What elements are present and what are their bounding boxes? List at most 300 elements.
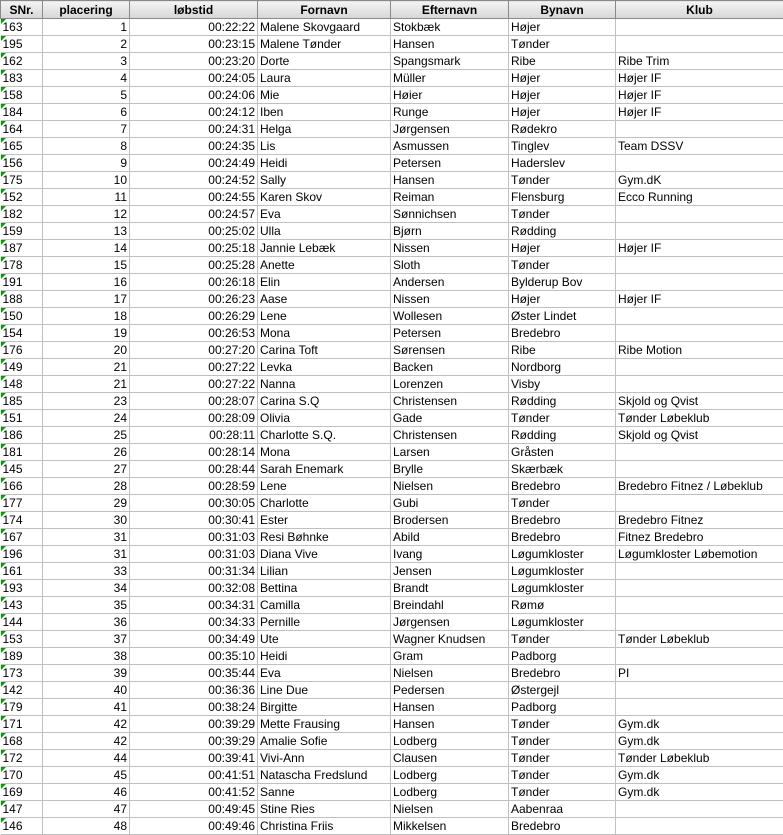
- klub-cell[interactable]: Tønder Løbeklub: [616, 410, 783, 427]
- fornavn-cell[interactable]: Heidi: [258, 155, 391, 172]
- efternavn-cell[interactable]: Spangsmark: [391, 53, 509, 70]
- fornavn-cell[interactable]: Laura: [258, 70, 391, 87]
- snr-cell[interactable]: [1, 614, 43, 631]
- fornavn-cell[interactable]: Ulla: [258, 223, 391, 240]
- klub-cell[interactable]: Bredebro Fitnez: [616, 512, 783, 529]
- efternavn-cell[interactable]: Lodberg: [391, 784, 509, 801]
- fornavn-cell[interactable]: Iben: [258, 104, 391, 121]
- klub-cell[interactable]: [616, 325, 783, 342]
- efternavn-cell[interactable]: Høier: [391, 87, 509, 104]
- lobstid-cell[interactable]: 00:26:53: [130, 325, 258, 342]
- snr-cell[interactable]: [1, 563, 43, 580]
- klub-cell[interactable]: Ribe Motion: [616, 342, 783, 359]
- placering-cell[interactable]: 40: [43, 682, 130, 699]
- placering-cell[interactable]: 13: [43, 223, 130, 240]
- snr-cell[interactable]: [1, 784, 43, 801]
- bynavn-cell[interactable]: Højer: [509, 240, 616, 257]
- snr-cell[interactable]: [1, 138, 43, 155]
- bynavn-cell[interactable]: Tinglev: [509, 138, 616, 155]
- efternavn-cell[interactable]: Breindahl: [391, 597, 509, 614]
- snr-cell[interactable]: [1, 631, 43, 648]
- lobstid-cell[interactable]: 00:34:31: [130, 597, 258, 614]
- klub-cell[interactable]: Fitnez Bredebro: [616, 529, 783, 546]
- lobstid-cell[interactable]: 00:28:07: [130, 393, 258, 410]
- efternavn-cell[interactable]: Nielsen: [391, 478, 509, 495]
- placering-cell[interactable]: 31: [43, 546, 130, 563]
- placering-cell[interactable]: 47: [43, 801, 130, 818]
- column-header-placering[interactable]: placering: [43, 1, 130, 19]
- placering-cell[interactable]: 17: [43, 291, 130, 308]
- klub-cell[interactable]: Gym.dk: [616, 767, 783, 784]
- placering-cell[interactable]: 36: [43, 614, 130, 631]
- klub-cell[interactable]: [616, 257, 783, 274]
- bynavn-cell[interactable]: Ribe: [509, 342, 616, 359]
- bynavn-cell[interactable]: Rødding: [509, 223, 616, 240]
- lobstid-cell[interactable]: 00:31:03: [130, 529, 258, 546]
- lobstid-cell[interactable]: 00:25:18: [130, 240, 258, 257]
- placering-cell[interactable]: 19: [43, 325, 130, 342]
- lobstid-cell[interactable]: 00:24:05: [130, 70, 258, 87]
- efternavn-cell[interactable]: Hansen: [391, 716, 509, 733]
- klub-cell[interactable]: Løgumkloster Løbemotion: [616, 546, 783, 563]
- fornavn-cell[interactable]: Mie: [258, 87, 391, 104]
- placering-cell[interactable]: 30: [43, 512, 130, 529]
- snr-cell[interactable]: [1, 699, 43, 716]
- placering-cell[interactable]: 9: [43, 155, 130, 172]
- lobstid-cell[interactable]: 00:27:22: [130, 359, 258, 376]
- fornavn-cell[interactable]: Diana Vive: [258, 546, 391, 563]
- placering-cell[interactable]: 27: [43, 461, 130, 478]
- placering-cell[interactable]: 46: [43, 784, 130, 801]
- efternavn-cell[interactable]: Clausen: [391, 750, 509, 767]
- bynavn-cell[interactable]: Skærbæk: [509, 461, 616, 478]
- klub-cell[interactable]: [616, 699, 783, 716]
- bynavn-cell[interactable]: Bylderup Bov: [509, 274, 616, 291]
- placering-cell[interactable]: 20: [43, 342, 130, 359]
- lobstid-cell[interactable]: 00:28:14: [130, 444, 258, 461]
- snr-cell[interactable]: [1, 104, 43, 121]
- klub-cell[interactable]: Højer IF: [616, 87, 783, 104]
- efternavn-cell[interactable]: Hansen: [391, 172, 509, 189]
- lobstid-cell[interactable]: 00:22:22: [130, 19, 258, 36]
- fornavn-cell[interactable]: Lilian: [258, 563, 391, 580]
- placering-cell[interactable]: 23: [43, 393, 130, 410]
- snr-cell[interactable]: [1, 597, 43, 614]
- snr-cell[interactable]: [1, 172, 43, 189]
- efternavn-cell[interactable]: Wagner Knudsen: [391, 631, 509, 648]
- klub-cell[interactable]: Gym.dk: [616, 733, 783, 750]
- bynavn-cell[interactable]: Bredebro: [509, 529, 616, 546]
- fornavn-cell[interactable]: Ester: [258, 512, 391, 529]
- lobstid-cell[interactable]: 00:39:29: [130, 733, 258, 750]
- efternavn-cell[interactable]: Mikkelsen: [391, 818, 509, 835]
- snr-cell[interactable]: [1, 682, 43, 699]
- snr-cell[interactable]: [1, 36, 43, 53]
- efternavn-cell[interactable]: Nielsen: [391, 801, 509, 818]
- klub-cell[interactable]: [616, 495, 783, 512]
- fornavn-cell[interactable]: Nanna: [258, 376, 391, 393]
- placering-cell[interactable]: 39: [43, 665, 130, 682]
- bynavn-cell[interactable]: Tønder: [509, 172, 616, 189]
- efternavn-cell[interactable]: Gade: [391, 410, 509, 427]
- efternavn-cell[interactable]: Lorenzen: [391, 376, 509, 393]
- efternavn-cell[interactable]: Lodberg: [391, 767, 509, 784]
- fornavn-cell[interactable]: Anette: [258, 257, 391, 274]
- snr-cell[interactable]: [1, 189, 43, 206]
- bynavn-cell[interactable]: Tønder: [509, 716, 616, 733]
- snr-cell[interactable]: [1, 240, 43, 257]
- snr-cell[interactable]: [1, 376, 43, 393]
- snr-cell[interactable]: [1, 580, 43, 597]
- lobstid-cell[interactable]: 00:24:06: [130, 87, 258, 104]
- fornavn-cell[interactable]: Vivi-Ann: [258, 750, 391, 767]
- efternavn-cell[interactable]: Nielsen: [391, 665, 509, 682]
- lobstid-cell[interactable]: 00:25:28: [130, 257, 258, 274]
- placering-cell[interactable]: 48: [43, 818, 130, 835]
- fornavn-cell[interactable]: Lis: [258, 138, 391, 155]
- placering-cell[interactable]: 12: [43, 206, 130, 223]
- klub-cell[interactable]: Gym.dk: [616, 784, 783, 801]
- fornavn-cell[interactable]: Malene Skovgaard: [258, 19, 391, 36]
- efternavn-cell[interactable]: Sønnichsen: [391, 206, 509, 223]
- klub-cell[interactable]: [616, 155, 783, 172]
- placering-cell[interactable]: 2: [43, 36, 130, 53]
- snr-cell[interactable]: [1, 648, 43, 665]
- bynavn-cell[interactable]: Rømø: [509, 597, 616, 614]
- fornavn-cell[interactable]: Sanne: [258, 784, 391, 801]
- bynavn-cell[interactable]: Aabenraa: [509, 801, 616, 818]
- efternavn-cell[interactable]: Brandt: [391, 580, 509, 597]
- placering-cell[interactable]: 34: [43, 580, 130, 597]
- klub-cell[interactable]: Ribe Trim: [616, 53, 783, 70]
- klub-cell[interactable]: Gym.dK: [616, 172, 783, 189]
- fornavn-cell[interactable]: Lene: [258, 308, 391, 325]
- efternavn-cell[interactable]: Gram: [391, 648, 509, 665]
- efternavn-cell[interactable]: Petersen: [391, 325, 509, 342]
- placering-cell[interactable]: 25: [43, 427, 130, 444]
- fornavn-cell[interactable]: Carina S.Q: [258, 393, 391, 410]
- klub-cell[interactable]: [616, 597, 783, 614]
- snr-cell[interactable]: [1, 818, 43, 835]
- fornavn-cell[interactable]: Camilla: [258, 597, 391, 614]
- fornavn-cell[interactable]: Malene Tønder: [258, 36, 391, 53]
- efternavn-cell[interactable]: Stokbæk: [391, 19, 509, 36]
- snr-cell[interactable]: [1, 70, 43, 87]
- bynavn-cell[interactable]: Flensburg: [509, 189, 616, 206]
- bynavn-cell[interactable]: Tønder: [509, 206, 616, 223]
- klub-cell[interactable]: [616, 580, 783, 597]
- efternavn-cell[interactable]: Abild: [391, 529, 509, 546]
- klub-cell[interactable]: [616, 648, 783, 665]
- efternavn-cell[interactable]: Brylle: [391, 461, 509, 478]
- bynavn-cell[interactable]: Rødding: [509, 427, 616, 444]
- snr-cell[interactable]: [1, 342, 43, 359]
- efternavn-cell[interactable]: Nissen: [391, 240, 509, 257]
- placering-cell[interactable]: 24: [43, 410, 130, 427]
- klub-cell[interactable]: [616, 818, 783, 835]
- placering-cell[interactable]: 21: [43, 376, 130, 393]
- efternavn-cell[interactable]: Larsen: [391, 444, 509, 461]
- lobstid-cell[interactable]: 00:24:57: [130, 206, 258, 223]
- placering-cell[interactable]: 37: [43, 631, 130, 648]
- snr-cell[interactable]: [1, 512, 43, 529]
- lobstid-cell[interactable]: 00:27:22: [130, 376, 258, 393]
- bynavn-cell[interactable]: Rødekro: [509, 121, 616, 138]
- efternavn-cell[interactable]: Reiman: [391, 189, 509, 206]
- bynavn-cell[interactable]: Bredebro: [509, 325, 616, 342]
- lobstid-cell[interactable]: 00:31:03: [130, 546, 258, 563]
- snr-cell[interactable]: [1, 767, 43, 784]
- lobstid-cell[interactable]: 00:32:08: [130, 580, 258, 597]
- bynavn-cell[interactable]: Padborg: [509, 699, 616, 716]
- placering-cell[interactable]: 42: [43, 733, 130, 750]
- placering-cell[interactable]: 16: [43, 274, 130, 291]
- klub-cell[interactable]: Ecco Running: [616, 189, 783, 206]
- lobstid-cell[interactable]: 00:34:49: [130, 631, 258, 648]
- placering-cell[interactable]: 29: [43, 495, 130, 512]
- klub-cell[interactable]: Højer IF: [616, 70, 783, 87]
- lobstid-cell[interactable]: 00:39:29: [130, 716, 258, 733]
- snr-cell[interactable]: [1, 121, 43, 138]
- snr-cell[interactable]: [1, 393, 43, 410]
- fornavn-cell[interactable]: Karen Skov: [258, 189, 391, 206]
- placering-cell[interactable]: 44: [43, 750, 130, 767]
- klub-cell[interactable]: [616, 801, 783, 818]
- snr-cell[interactable]: [1, 801, 43, 818]
- fornavn-cell[interactable]: Christina Friis: [258, 818, 391, 835]
- bynavn-cell[interactable]: Løgumkloster: [509, 580, 616, 597]
- efternavn-cell[interactable]: Hansen: [391, 699, 509, 716]
- fornavn-cell[interactable]: Helga: [258, 121, 391, 138]
- snr-cell[interactable]: [1, 155, 43, 172]
- column-header-efternavn[interactable]: Efternavn: [391, 1, 509, 19]
- lobstid-cell[interactable]: 00:34:33: [130, 614, 258, 631]
- fornavn-cell[interactable]: Charlotte S.Q.: [258, 427, 391, 444]
- placering-cell[interactable]: 38: [43, 648, 130, 665]
- lobstid-cell[interactable]: 00:23:15: [130, 36, 258, 53]
- efternavn-cell[interactable]: Brodersen: [391, 512, 509, 529]
- lobstid-cell[interactable]: 00:49:45: [130, 801, 258, 818]
- column-header-klub[interactable]: Klub: [616, 1, 783, 19]
- fornavn-cell[interactable]: Mona: [258, 444, 391, 461]
- placering-cell[interactable]: 5: [43, 87, 130, 104]
- snr-cell[interactable]: [1, 87, 43, 104]
- bynavn-cell[interactable]: Tønder: [509, 767, 616, 784]
- placering-cell[interactable]: 10: [43, 172, 130, 189]
- bynavn-cell[interactable]: Rødding: [509, 393, 616, 410]
- snr-cell[interactable]: [1, 223, 43, 240]
- fornavn-cell[interactable]: Charlotte: [258, 495, 391, 512]
- efternavn-cell[interactable]: Sørensen: [391, 342, 509, 359]
- snr-cell[interactable]: [1, 206, 43, 223]
- lobstid-cell[interactable]: 00:24:52: [130, 172, 258, 189]
- lobstid-cell[interactable]: 00:35:10: [130, 648, 258, 665]
- klub-cell[interactable]: Skjold og Qvist: [616, 393, 783, 410]
- fornavn-cell[interactable]: Sarah Enemark: [258, 461, 391, 478]
- placering-cell[interactable]: 11: [43, 189, 130, 206]
- placering-cell[interactable]: 21: [43, 359, 130, 376]
- klub-cell[interactable]: [616, 614, 783, 631]
- snr-cell[interactable]: [1, 257, 43, 274]
- efternavn-cell[interactable]: Jensen: [391, 563, 509, 580]
- snr-cell[interactable]: [1, 308, 43, 325]
- bynavn-cell[interactable]: Løgumkloster: [509, 563, 616, 580]
- lobstid-cell[interactable]: 00:28:44: [130, 461, 258, 478]
- snr-cell[interactable]: [1, 750, 43, 767]
- fornavn-cell[interactable]: Pernille: [258, 614, 391, 631]
- efternavn-cell[interactable]: Gubi: [391, 495, 509, 512]
- bynavn-cell[interactable]: Tønder: [509, 631, 616, 648]
- efternavn-cell[interactable]: Bjørn: [391, 223, 509, 240]
- placering-cell[interactable]: 15: [43, 257, 130, 274]
- fornavn-cell[interactable]: Resi Bøhnke: [258, 529, 391, 546]
- bynavn-cell[interactable]: Østergejl: [509, 682, 616, 699]
- lobstid-cell[interactable]: 00:26:18: [130, 274, 258, 291]
- snr-cell[interactable]: [1, 665, 43, 682]
- lobstid-cell[interactable]: 00:24:31: [130, 121, 258, 138]
- placering-cell[interactable]: 18: [43, 308, 130, 325]
- bynavn-cell[interactable]: Bredebro: [509, 818, 616, 835]
- klub-cell[interactable]: Tønder Løbeklub: [616, 631, 783, 648]
- klub-cell[interactable]: Tønder Løbeklub: [616, 750, 783, 767]
- lobstid-cell[interactable]: 00:41:51: [130, 767, 258, 784]
- placering-cell[interactable]: 31: [43, 529, 130, 546]
- lobstid-cell[interactable]: 00:24:55: [130, 189, 258, 206]
- column-header-lobstid[interactable]: løbstid: [130, 1, 258, 19]
- klub-cell[interactable]: Bredebro Fitnez / Løbeklub: [616, 478, 783, 495]
- efternavn-cell[interactable]: Andersen: [391, 274, 509, 291]
- klub-cell[interactable]: [616, 682, 783, 699]
- lobstid-cell[interactable]: 00:38:24: [130, 699, 258, 716]
- klub-cell[interactable]: [616, 274, 783, 291]
- fornavn-cell[interactable]: Line Due: [258, 682, 391, 699]
- snr-cell[interactable]: [1, 274, 43, 291]
- lobstid-cell[interactable]: 00:39:41: [130, 750, 258, 767]
- klub-cell[interactable]: [616, 206, 783, 223]
- lobstid-cell[interactable]: 00:28:11: [130, 427, 258, 444]
- placering-cell[interactable]: 3: [43, 53, 130, 70]
- fornavn-cell[interactable]: Amalie Sofie: [258, 733, 391, 750]
- efternavn-cell[interactable]: Sloth: [391, 257, 509, 274]
- lobstid-cell[interactable]: 00:31:34: [130, 563, 258, 580]
- lobstid-cell[interactable]: 00:36:36: [130, 682, 258, 699]
- snr-cell[interactable]: [1, 53, 43, 70]
- fornavn-cell[interactable]: Eva: [258, 665, 391, 682]
- placering-cell[interactable]: 1: [43, 19, 130, 36]
- snr-cell[interactable]: [1, 410, 43, 427]
- efternavn-cell[interactable]: Petersen: [391, 155, 509, 172]
- efternavn-cell[interactable]: Jørgensen: [391, 121, 509, 138]
- bynavn-cell[interactable]: Løgumkloster: [509, 546, 616, 563]
- klub-cell[interactable]: PI: [616, 665, 783, 682]
- fornavn-cell[interactable]: Jannie Lebæk: [258, 240, 391, 257]
- snr-cell[interactable]: [1, 495, 43, 512]
- lobstid-cell[interactable]: 00:41:52: [130, 784, 258, 801]
- bynavn-cell[interactable]: Højer: [509, 87, 616, 104]
- fornavn-cell[interactable]: Carina Toft: [258, 342, 391, 359]
- placering-cell[interactable]: 42: [43, 716, 130, 733]
- bynavn-cell[interactable]: Bredebro: [509, 665, 616, 682]
- efternavn-cell[interactable]: Jørgensen: [391, 614, 509, 631]
- bynavn-cell[interactable]: Tønder: [509, 733, 616, 750]
- fornavn-cell[interactable]: Stine Ries: [258, 801, 391, 818]
- efternavn-cell[interactable]: Runge: [391, 104, 509, 121]
- efternavn-cell[interactable]: Lodberg: [391, 733, 509, 750]
- lobstid-cell[interactable]: 00:24:12: [130, 104, 258, 121]
- fornavn-cell[interactable]: Bettina: [258, 580, 391, 597]
- lobstid-cell[interactable]: 00:30:05: [130, 495, 258, 512]
- placering-cell[interactable]: 45: [43, 767, 130, 784]
- placering-cell[interactable]: 4: [43, 70, 130, 87]
- column-header-snr[interactable]: SNr.: [1, 1, 43, 19]
- klub-cell[interactable]: [616, 563, 783, 580]
- snr-cell[interactable]: [1, 325, 43, 342]
- efternavn-cell[interactable]: Hansen: [391, 36, 509, 53]
- fornavn-cell[interactable]: Natascha Fredslund: [258, 767, 391, 784]
- placering-cell[interactable]: 7: [43, 121, 130, 138]
- column-header-fornavn[interactable]: Fornavn: [258, 1, 391, 19]
- klub-cell[interactable]: [616, 223, 783, 240]
- fornavn-cell[interactable]: Mette Frausing: [258, 716, 391, 733]
- lobstid-cell[interactable]: 00:28:09: [130, 410, 258, 427]
- bynavn-cell[interactable]: Visby: [509, 376, 616, 393]
- efternavn-cell[interactable]: Christensen: [391, 427, 509, 444]
- snr-cell[interactable]: [1, 359, 43, 376]
- fornavn-cell[interactable]: Lene: [258, 478, 391, 495]
- bynavn-cell[interactable]: Padborg: [509, 648, 616, 665]
- placering-cell[interactable]: 33: [43, 563, 130, 580]
- snr-cell[interactable]: [1, 546, 43, 563]
- placering-cell[interactable]: 6: [43, 104, 130, 121]
- bynavn-cell[interactable]: Tønder: [509, 750, 616, 767]
- bynavn-cell[interactable]: Tønder: [509, 410, 616, 427]
- snr-cell[interactable]: [1, 529, 43, 546]
- bynavn-cell[interactable]: Løgumkloster: [509, 614, 616, 631]
- bynavn-cell[interactable]: Tønder: [509, 36, 616, 53]
- klub-cell[interactable]: [616, 308, 783, 325]
- lobstid-cell[interactable]: 00:30:41: [130, 512, 258, 529]
- placering-cell[interactable]: 14: [43, 240, 130, 257]
- efternavn-cell[interactable]: Backen: [391, 359, 509, 376]
- klub-cell[interactable]: [616, 121, 783, 138]
- klub-cell[interactable]: [616, 444, 783, 461]
- lobstid-cell[interactable]: 00:28:59: [130, 478, 258, 495]
- bynavn-cell[interactable]: Højer: [509, 104, 616, 121]
- snr-cell[interactable]: [1, 478, 43, 495]
- efternavn-cell[interactable]: Müller: [391, 70, 509, 87]
- snr-cell[interactable]: [1, 733, 43, 750]
- efternavn-cell[interactable]: Ivang: [391, 546, 509, 563]
- klub-cell[interactable]: [616, 36, 783, 53]
- bynavn-cell[interactable]: Tønder: [509, 257, 616, 274]
- efternavn-cell[interactable]: Christensen: [391, 393, 509, 410]
- lobstid-cell[interactable]: 00:24:49: [130, 155, 258, 172]
- bynavn-cell[interactable]: Højer: [509, 291, 616, 308]
- fornavn-cell[interactable]: Aase: [258, 291, 391, 308]
- snr-cell[interactable]: [1, 427, 43, 444]
- placering-cell[interactable]: 8: [43, 138, 130, 155]
- bynavn-cell[interactable]: Haderslev: [509, 155, 616, 172]
- bynavn-cell[interactable]: Nordborg: [509, 359, 616, 376]
- klub-cell[interactable]: Højer IF: [616, 291, 783, 308]
- placering-cell[interactable]: 35: [43, 597, 130, 614]
- bynavn-cell[interactable]: Højer: [509, 70, 616, 87]
- snr-cell[interactable]: [1, 291, 43, 308]
- efternavn-cell[interactable]: Asmussen: [391, 138, 509, 155]
- bynavn-cell[interactable]: Gråsten: [509, 444, 616, 461]
- fornavn-cell[interactable]: Birgitte: [258, 699, 391, 716]
- fornavn-cell[interactable]: Heidi: [258, 648, 391, 665]
